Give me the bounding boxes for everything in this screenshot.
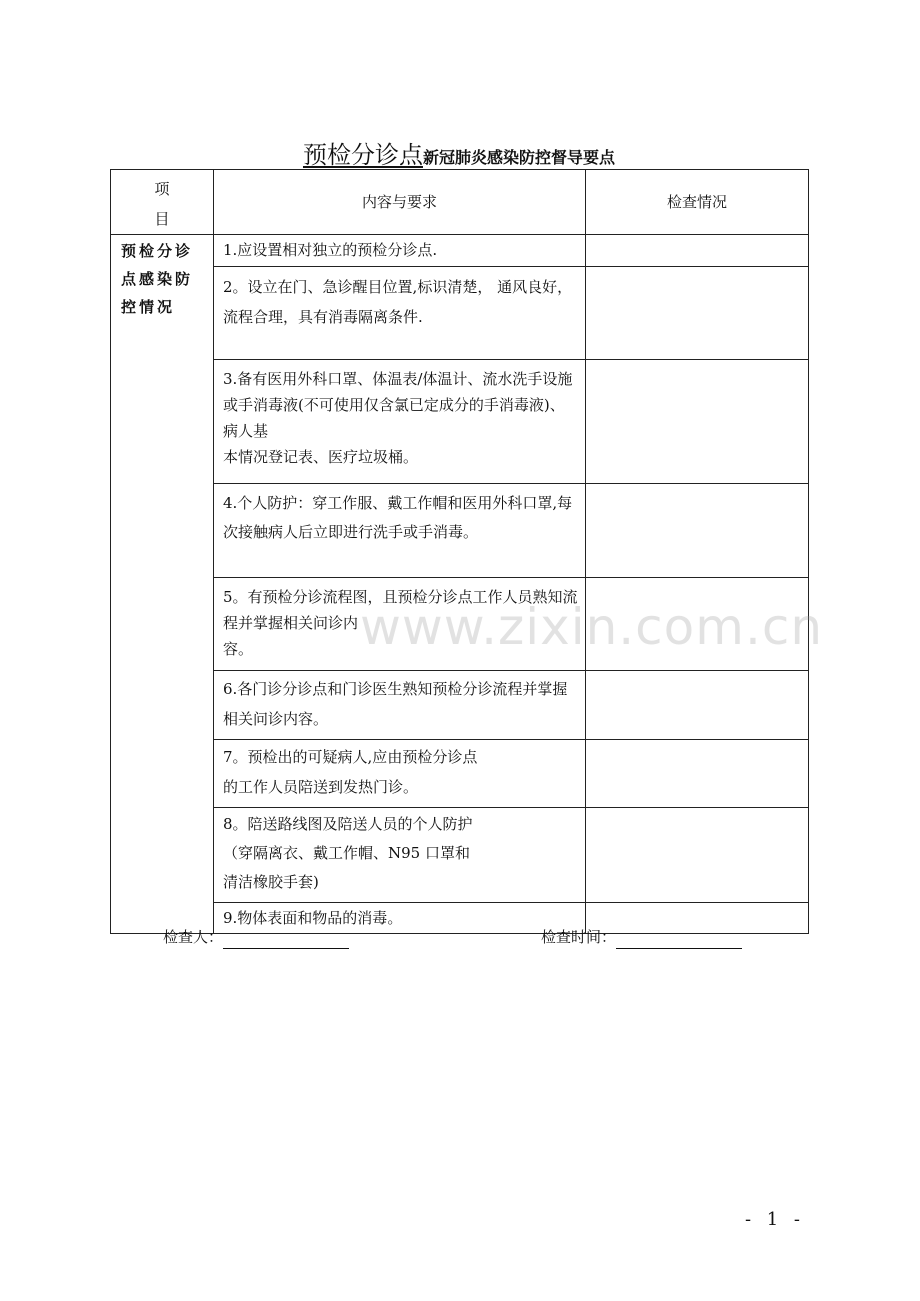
check-cell-2[interactable] xyxy=(586,267,809,360)
requirement-4: 4.个人防护：穿工作服、戴工作帽和医用外科口罩,每次接触病人后立即进行洗手或手消毒。 xyxy=(214,484,586,578)
inspector-signature xyxy=(163,925,349,949)
check-cell-1[interactable] xyxy=(586,235,809,267)
requirement-1: 1.应设置相对独立的预检分诊点. xyxy=(214,235,586,267)
category-cell: 预检分诊点感染防控情况 xyxy=(111,235,214,934)
requirement-9: 9.物体表面和物品的消毒。 xyxy=(214,903,586,934)
requirement-7: 7。预检出的可疑病人,应由预检分诊点 的工作人员陪送到发热门诊。 xyxy=(214,740,586,808)
table-row xyxy=(111,671,809,740)
inspector-blank-line[interactable] xyxy=(223,930,349,949)
check-cell-7[interactable] xyxy=(586,740,809,808)
requirement-8: 8。陪送路线图及陪送人员的个人防护 （穿隔离衣、戴工作帽、N95 口罩和 清洁橡胶手套) xyxy=(214,808,586,903)
header-item: 项 目 xyxy=(111,170,214,235)
requirement-2: 2。设立在门、急诊醒目位置,标识清楚， 通风良好，流程合理，具有消毒隔离条件. xyxy=(214,267,586,360)
check-cell-8[interactable] xyxy=(586,808,809,903)
requirement-3: 3.备有医用外科口罩、体温表/体温计、流水洗手设施或手消毒液(不可使用仅含氯已定成分的手消毒液)、病人基 本情况登记表、医疗垃圾桶。 xyxy=(214,360,586,484)
header-check: 检查情况 xyxy=(586,170,809,235)
inspection-time xyxy=(541,925,742,949)
check-cell-3[interactable] xyxy=(586,360,809,484)
table-row xyxy=(111,808,809,903)
inspection-table xyxy=(110,169,809,934)
title-sub: 新冠肺炎感染防控督导要点 xyxy=(422,148,615,167)
header-content: 内容与要求 xyxy=(214,170,586,235)
table-row xyxy=(111,360,809,484)
title-main: 预检分诊点 xyxy=(302,141,423,169)
requirement-6: 6.各门诊分诊点和门诊医生熟知预检分诊流程并掌握相关问诊内容。 xyxy=(214,671,586,740)
time-label: 检查时间： xyxy=(541,928,617,946)
table-header-row xyxy=(111,170,809,235)
requirement-5: 5。有预检分诊流程图，且预检分诊点工作人员熟知流程并掌握相关问诊内 容。 xyxy=(214,578,586,671)
table-row xyxy=(111,235,809,267)
check-cell-4[interactable] xyxy=(586,484,809,578)
table-row xyxy=(111,267,809,360)
time-blank-line[interactable] xyxy=(616,930,742,949)
document-title xyxy=(110,135,808,170)
page-number: - 1 - xyxy=(744,1209,805,1230)
watermark: www.zixin.com.cn xyxy=(360,598,824,656)
table-row xyxy=(111,484,809,578)
check-cell-6[interactable] xyxy=(586,671,809,740)
inspector-label: 检查人： xyxy=(163,928,224,946)
table-row xyxy=(111,740,809,808)
